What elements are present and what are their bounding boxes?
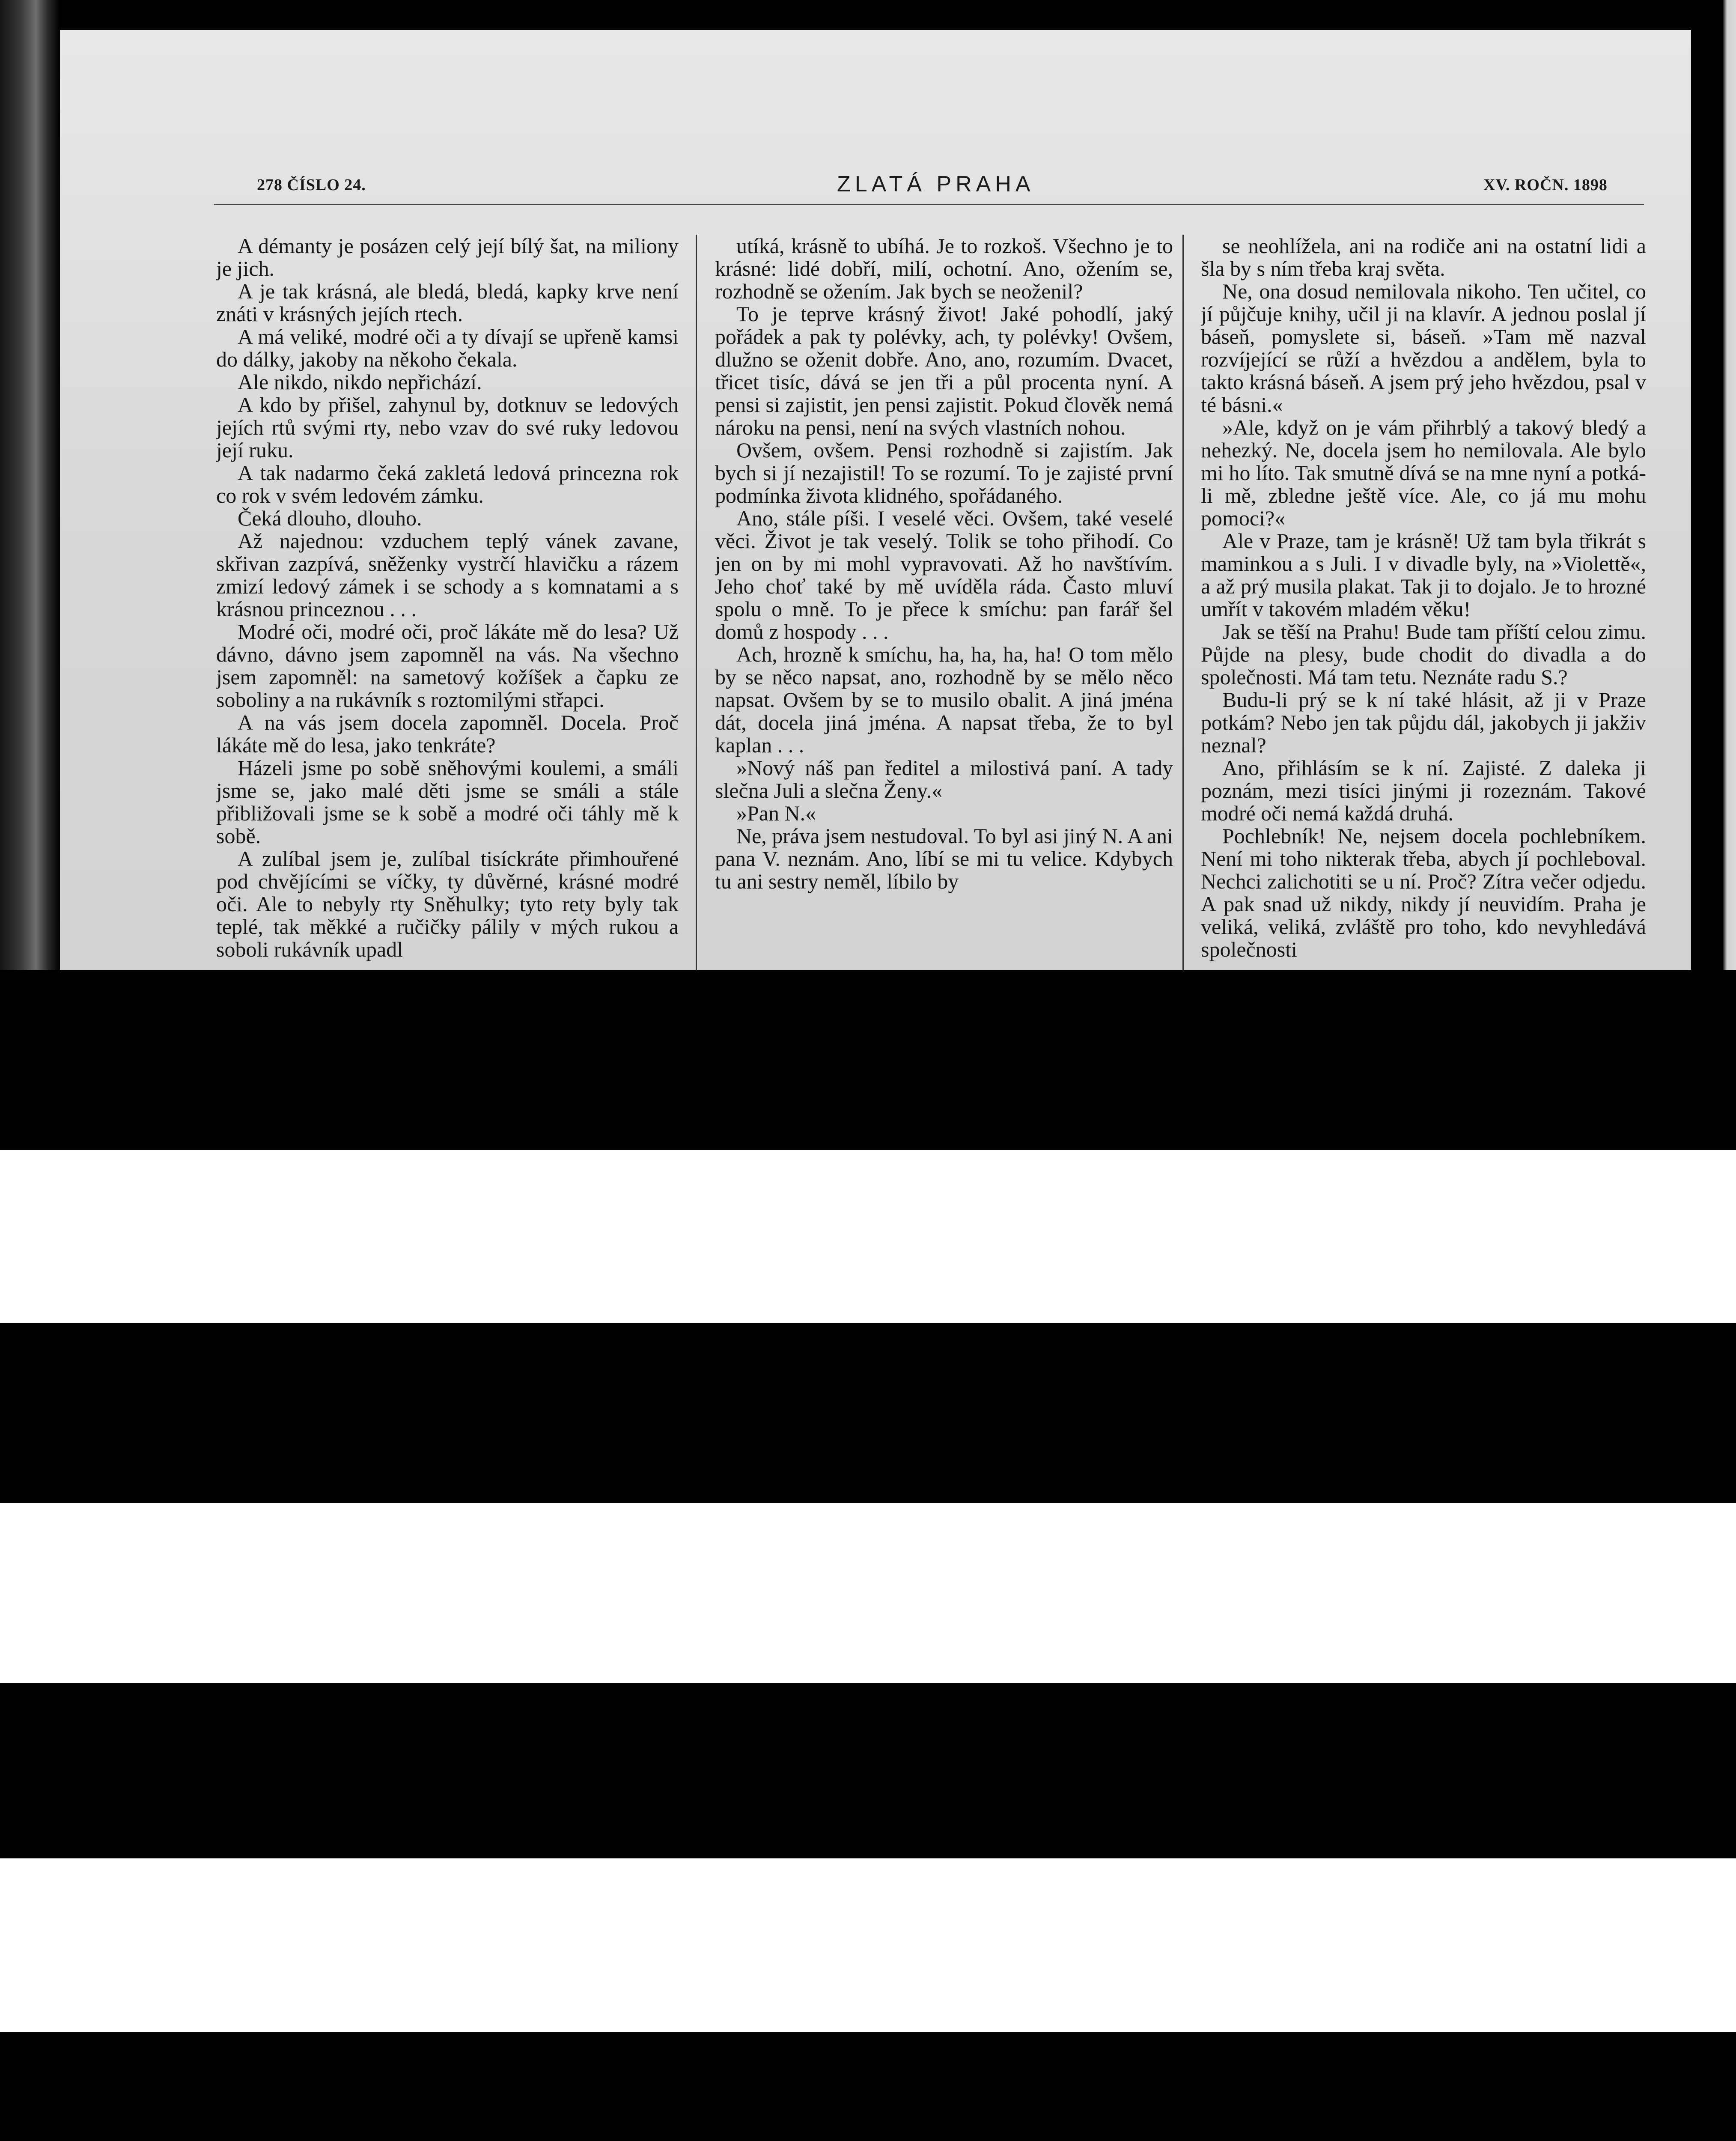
paragraph: Házeli jsme po sobě sněhovými koulemi, a smáli jsme se, jako malé děti jsme se smáli a stále přibližovali jsme se k sobě a modré oči táhly mě k sobě. xyxy=(216,756,679,848)
paragraph: A tak nadarmo čeká zakletá ledová princezna rok co rok v svém ledovém zámku. xyxy=(216,461,679,507)
book-binding-edge xyxy=(0,0,60,970)
paragraph: A zulíbal jsem je, zulíbal tisíckráte přimhouřené pod chvějícími se víčky, ty důvěrné, krásné modré oči. Ale to nebyly rty Sněhulky; tyto rety byly tak teplé, tak měkké a ručičky pálily v mých rukou a soboli rukávník upadl xyxy=(216,847,679,961)
paragraph: A démanty je posázen celý její bílý šat, na miliony je jich. xyxy=(216,235,679,280)
scanner-black-band xyxy=(0,970,1736,1150)
paragraph: Až najednou: vzduchem teplý vánek zavane, skřivan zazpívá, sněženky vystrčí hlavičku a rázem zmizí ledový zámek i se schody a s komnatami a s krásnou princeznou . . . xyxy=(216,529,679,621)
next-page-edge xyxy=(1691,0,1736,970)
paragraph: Čeká dlouho, dlouho. xyxy=(238,506,422,530)
column-divider xyxy=(696,235,697,970)
paragraph: »Nový náš pan ředitel a milostivá paní. A tady slečna Juli a slečna Ženy.« xyxy=(715,756,1173,802)
paragraph: To je teprve krásný život! Jaké pohodlí, jaký pořádek a pak ty polévky, ach, ty polévky! Ovšem, dlužno se oženit dobře. Ano, ano, rozumím. Dvacet, třicet tisíc, dává se jen tři a půl procenta nyní. A pensi si zajistit, jen pensi zajistit. Pokud člověk nemá nároku na pensi, není na svých vlastních nohou. xyxy=(715,302,1173,439)
paragraph: Ovšem, ovšem. Pensi rozhodně si zajistím. Jak bych si jí nezajistil! To se rozumí. To je zajisté první podmínka života klidného, spořádaného. xyxy=(715,438,1173,507)
paragraph: Ach, hrozně k smíchu, ha, ha, ha, ha! O tom mělo by se něco napsat, ano, rozhodně by se mělo něco napsat. Ovšem by se to musilo obalit. A jiná jména dát, docela jiná jména. A napsat třeba, že to byl kaplan . . . xyxy=(715,642,1173,757)
paragraph: Ne, práva jsem nestudoval. To byl asi jiný N. A ani pana V. neznám. Ano, líbí se mi tu velice. Kdybych tu ani sestry neměl, líbilo by xyxy=(715,824,1173,893)
paragraph: Pochlebník! Ne, nejsem docela pochlebníkem. Není mi toho nikterak třeba, abych jí pochleboval. Nechci zalichotiti se u ní. Proč? Zítra večer odjedu. A pak snad už nikdy, nikdy jí neuvidím. Praha je veliká, veliká, zvláště pro toho, kdo nevyhledává společnosti xyxy=(1201,824,1646,961)
paragraph: A na vás jsem docela zapomněl. Docela. Proč lákáte mě do lesa, jako tenkráte? xyxy=(216,710,679,757)
paragraph: »Ale, když on je vám přihrblý a takový bledý a nehezký. Ne, docela jsem ho nemilovala. Ale bylo mi ho líto. Tak smutně dívá se na mne nyní a potká-li mě, zbledne ještě více. Ale, co já mu mohu pomoci?« xyxy=(1201,415,1646,530)
scanner-black-band xyxy=(0,2032,1736,2141)
header-rule xyxy=(214,204,1644,205)
paragraph: se neohlížela, ani na rodiče ani na ostatní lidi a šla by s ním třeba kraj světa. xyxy=(1201,235,1646,280)
scanner-black-band xyxy=(0,1323,1736,1503)
column-divider xyxy=(1182,235,1184,970)
paragraph: Modré oči, modré oči, proč lákáte mě do lesa? Už dávno, dávno jsem zapomněl na vás. Na všechno jsem zapomněl: na sametový kožíšek a čapku ze soboliny a na rukávník s roztomilými střapci. xyxy=(216,620,679,712)
paragraph: Jak se těší na Prahu! Bude tam příští celou zimu. Půjde na plesy, bude chodit do divadla a do společnosti. Má tam tetu. Neznáte radu S.? xyxy=(1201,620,1646,689)
paragraph: utíká, krásně to ubíhá. Je to rozkoš. Všechno je to krásné: lidé dobří, milí, ochotní. Ano, ožením se, rozhodně se ožením. Jak bych se neoženil? xyxy=(715,235,1173,303)
paragraph: Ano, přihlásím se k ní. Zajisté. Z daleka ji poznám, mezi tisíci jinými ji rozeznám. Takové modré oči nemá každá druhá. xyxy=(1201,756,1646,825)
paragraph: »Pan N.« xyxy=(736,801,816,825)
paragraph: A má veliké, modré oči a ty dívají se upřeně kamsi do dálky, jakoby na někoho čekala. xyxy=(216,325,679,371)
paragraph: Ale nikdo, nikdo nepřichází. xyxy=(238,370,482,394)
text-column-2 xyxy=(715,235,1173,970)
scanned-page-region xyxy=(0,0,1736,970)
paragraph: Ne, ona dosud nemilovala nikoho. Ten učitel, co jí půjčuje knihy, učil ji na klavír. A jednou poslal jí báseň, pomyslete si, báseň. »Tam mě nazval rozvíjející se růží a hvězdou a andělem, byla to takto krásná báseň. A jsem prý jeho hvězdou, psal v té básni.« xyxy=(1201,279,1646,417)
page-number-issue: 278 ČÍSLO 24. xyxy=(257,176,366,194)
paragraph: A kdo by přišel, zahynul by, dotknuv se ledových jejích rtů svými rty, nebo vzav do své ruky ledovou její ruku. xyxy=(216,393,679,462)
volume-year: XV. ROČN. 1898 xyxy=(1483,176,1608,194)
journal-title: ZLATÁ PRAHA xyxy=(837,172,1035,197)
scanner-black-band xyxy=(0,1683,1736,1858)
paragraph: Ano, stále píši. I veselé věci. Ovšem, také veselé věci. Život je tak veselý. Tolik se toho přihodí. Co jen on by mi mohl vypravovati. Až ho navštívím. Jeho choť také by mě uvíděla ráda. Často mluví spolu o mně. To je přece k smíchu: pan farář šel domů z hospody . . . xyxy=(715,506,1173,644)
paragraph: A je tak krásná, ale bledá, bledá, kapky krve není znáti v krásných jejích rtech. xyxy=(216,279,679,326)
paragraph: Budu-li prý se k ní také hlásit, až ji v Praze potkám? Nebo jen tak půjdu dál, jakobych ji jakživ neznal? xyxy=(1201,688,1646,757)
text-column-1 xyxy=(216,235,679,970)
paragraph: Ale v Praze, tam je krásně! Už tam byla třikrát s maminkou a s Juli. I v divadle byly, na »Violettě«, a až prý musila plakat. Tak ji to dojalo. Je to hrozné umřít v takovém mladém věku! xyxy=(1201,529,1646,621)
text-column-3 xyxy=(1201,235,1646,970)
